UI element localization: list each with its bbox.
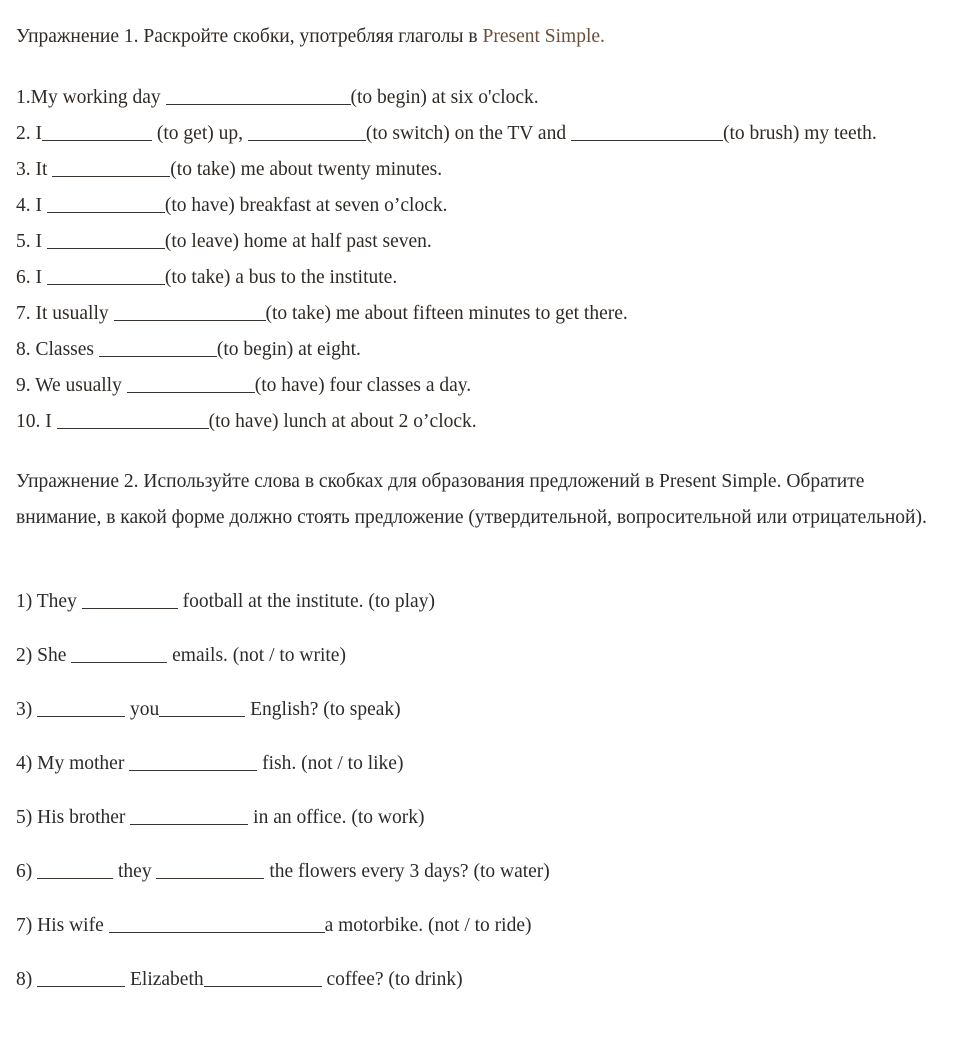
answer-blank[interactable]: [52, 175, 170, 177]
answer-blank[interactable]: [37, 877, 113, 879]
answer-blank[interactable]: [127, 391, 255, 393]
exercise-2-item-3: 3) you English? (to speak): [16, 699, 401, 720]
exercise-2-list: [16, 590, 550, 1022]
answer-blank[interactable]: [166, 103, 351, 105]
answer-blank[interactable]: [156, 877, 264, 879]
answer-blank[interactable]: [129, 769, 257, 771]
answer-blank[interactable]: [47, 283, 165, 285]
answer-blank[interactable]: [204, 985, 322, 987]
exercise-1-list: [16, 86, 877, 446]
exercise-2-title: Упражнение 2. Используйте слова в скобках для образования предложений в Present Simple. Обратите внимание, в какой форме должно стоять предложение (утвердительной, вопросительной или отрицательной).: [16, 471, 927, 528]
exercise-1-item-3: 3. It (to take) me about twenty minutes.: [16, 159, 443, 180]
answer-blank[interactable]: [99, 355, 217, 357]
exercise-1-item-10: 10. I (to have) lunch at about 2 o’clock.: [16, 411, 477, 432]
answer-blank[interactable]: [109, 931, 325, 933]
exercise-2-item-2: 2) She emails. (not / to write): [16, 645, 346, 666]
exercise-1-item-7: 7. It usually (to take) me about fifteen minutes to get there.: [16, 303, 628, 324]
answer-blank[interactable]: [82, 607, 178, 609]
exercise-2-item-5: 5) His brother in an office. (to work): [16, 807, 425, 828]
present-simple-highlight: Present Simple: [482, 26, 601, 47]
exercise-1-item-4: 4. I (to have) breakfast at seven o’clock.: [16, 195, 448, 216]
answer-blank[interactable]: [114, 319, 266, 321]
exercise-1-item-9: 9. We usually (to have) four classes a day.: [16, 375, 472, 396]
answer-blank[interactable]: [57, 427, 209, 429]
exercise-1-item-2: 2. I (to get) up, (to switch) on the TV and (to brush) my teeth.: [16, 123, 877, 144]
exercise-1-item-6: 6. I (to take) a bus to the institute.: [16, 267, 398, 288]
answer-blank[interactable]: [47, 211, 165, 213]
exercise-1-item-5: 5. I (to leave) home at half past seven.: [16, 231, 432, 252]
answer-blank[interactable]: [130, 823, 248, 825]
exercise-1-item-1: 1.My working day (to begin) at six o'clock.: [16, 87, 539, 108]
exercise-1-title: Упражнение 1. Раскройте скобки, употребляя глаголы в Present Simple.: [16, 26, 605, 47]
answer-blank[interactable]: [47, 247, 165, 249]
answer-blank[interactable]: [571, 139, 723, 141]
exercise-1-item-8: 8. Classes (to begin) at eight.: [16, 339, 361, 360]
exercise-2-item-8: 8) Elizabeth coffee? (to drink): [16, 969, 463, 990]
answer-blank[interactable]: [248, 139, 366, 141]
exercise-2-item-4: 4) My mother fish. (not / to like): [16, 753, 404, 774]
answer-blank[interactable]: [37, 985, 125, 987]
exercise-2-item-6: 6) they the flowers every 3 days? (to water): [16, 861, 550, 882]
answer-blank[interactable]: [42, 139, 152, 141]
answer-blank[interactable]: [37, 715, 125, 717]
answer-blank[interactable]: [71, 661, 167, 663]
exercise-2-item-7: 7) His wife a motorbike. (not / to ride): [16, 915, 532, 936]
exercise-2-item-1: 1) They football at the institute. (to play): [16, 591, 435, 612]
answer-blank[interactable]: [159, 715, 245, 717]
